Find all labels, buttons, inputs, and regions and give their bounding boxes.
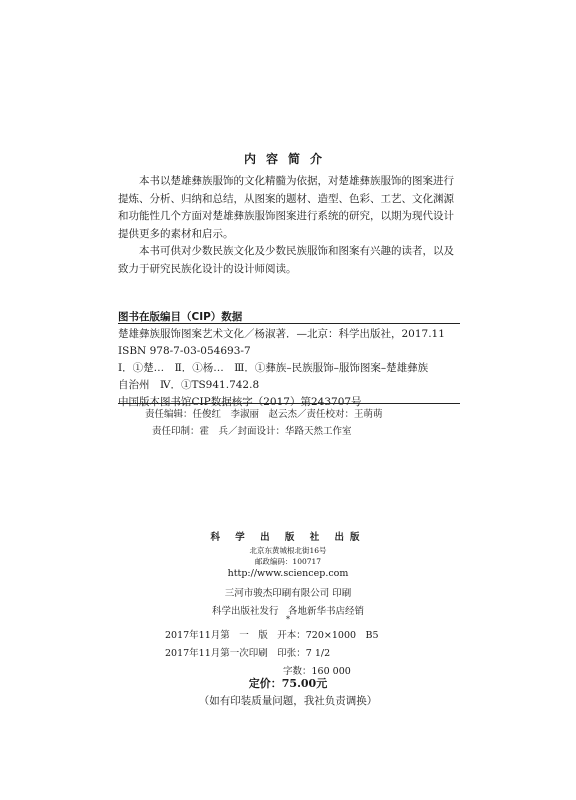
cip-top-rule xyxy=(118,323,460,324)
credits-block xyxy=(145,406,383,440)
cip-line-title: 楚雄彝族服饰图案艺术文化／杨淑著．—北京：科学出版社，2017.11 xyxy=(118,328,445,340)
printing-line: 2017年11月第一次印刷 印张：7 1/2 xyxy=(165,648,331,659)
edition-line: 2017年11月第 一 版 开本：720×1000 B5 xyxy=(165,630,379,641)
separator-asterisk: * xyxy=(286,615,290,624)
printer-line: 三河市骏杰印刷有限公司 印刷 xyxy=(224,588,352,599)
cip-heading: 图书在版编目（CIP）数据 xyxy=(118,311,243,323)
edition-block xyxy=(165,627,425,681)
quality-note: （如有印装质量问题，我社负责调换） xyxy=(198,695,378,707)
cip-block xyxy=(118,326,460,411)
cip-line-subjects: Ⅰ．①楚… Ⅱ．①杨… Ⅲ．①彝族–民族服饰–服饰图案–楚雄彝族 xyxy=(118,362,429,374)
intro-title: 内容简介 xyxy=(243,152,332,166)
publisher-address: 北京东黄城根北街16号 xyxy=(249,546,327,555)
intro-paragraph-1: 本书以楚雄彝族服饰的文化精髓为依据，对楚雄彝族服饰的图案进行提炼、分析、归纳和总结，从图案的题材、造型、色彩、工艺、文化渊源和功能性几个方面对楚雄彝族服饰图案进行系统的研究，以期为现代设计提供更多的素材和启示。 xyxy=(118,175,454,240)
publisher-website: http://www.sciencep.com xyxy=(227,568,349,579)
credits-editors: 责任编辑：任俊红 李淑丽 赵云杰／责任校对：王萌萌 xyxy=(145,409,383,420)
intro-paragraph-2: 本书可供对少数民族文化及少数民族服饰和图案有兴趣的读者，以及致力于研究民族化设计的设计师阅读。 xyxy=(118,245,454,275)
distributor-line: 科学出版社发行 各地新华书店经销 xyxy=(211,606,364,617)
publisher-postcode: 邮政编码：100717 xyxy=(254,557,322,566)
cip-line-classification: 自治州 Ⅳ．①TS941.742.8 xyxy=(118,379,260,391)
price-line: 定价：75.00元 xyxy=(248,677,328,690)
publisher-name: 科 学 出 版 社 出版 xyxy=(210,532,366,543)
cip-bottom-rule xyxy=(118,403,460,404)
credits-production: 责任印制：霍 兵／封面设计：华路天然工作室 xyxy=(152,426,352,437)
intro-body xyxy=(118,173,460,278)
cip-line-isbn: ISBN 978-7-03-054693-7 xyxy=(118,345,251,357)
cip-line-record-number: 中国版本图书馆CIP数据核字（2017）第243707号 xyxy=(118,396,362,408)
wordcount-line: 字数：160 000 xyxy=(283,666,351,677)
